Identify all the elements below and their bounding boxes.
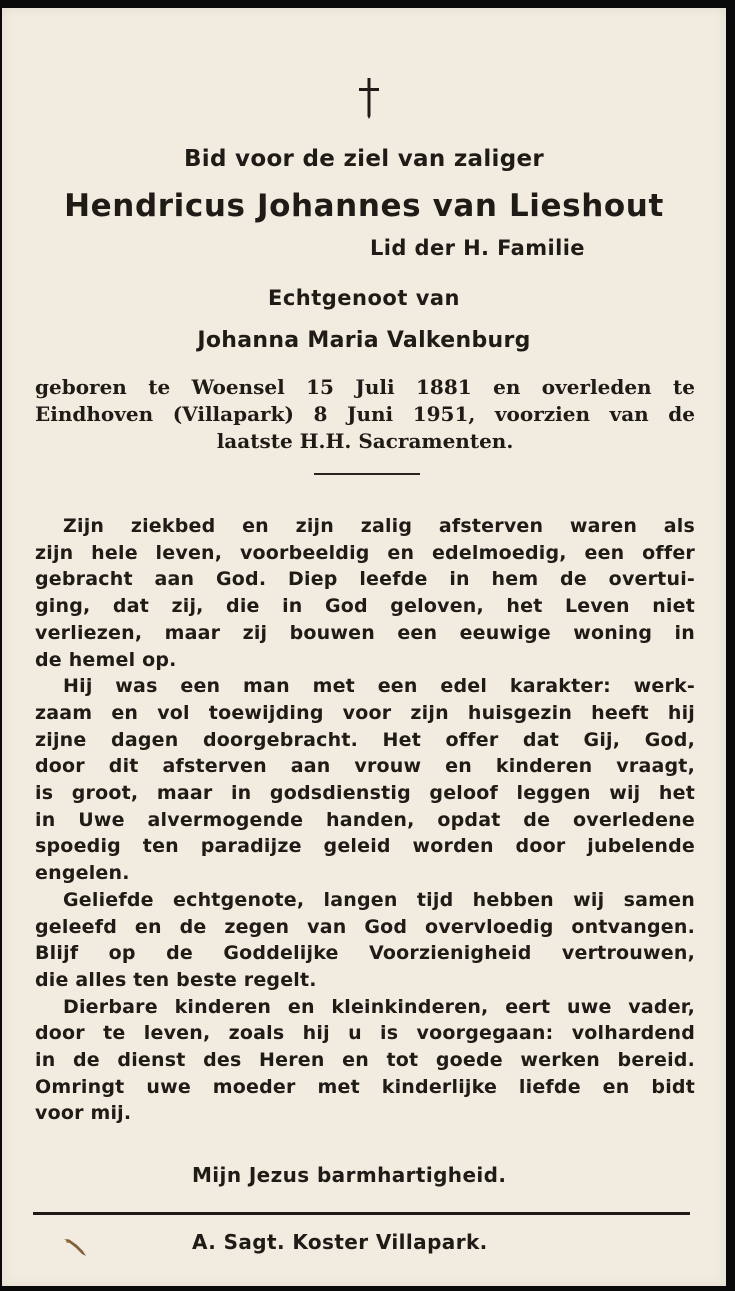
membership: Lid der H. Familie bbox=[370, 236, 585, 260]
text-line: Hij was een man met een edel karakter: werk- bbox=[63, 675, 695, 698]
text-line: zaam en vol toewijding voor zijn huisgezin heeft hij bbox=[35, 701, 695, 724]
text-line: in Uwe alvermogende handen, opdat de overledene bbox=[35, 808, 695, 831]
text-line: zijne dagen doorgebracht. Het offer dat Gij, God, bbox=[35, 728, 695, 751]
biography-line: Eindhoven (Villapark) 8 Juni 1951, voorzien van de bbox=[35, 402, 695, 426]
divider bbox=[314, 473, 420, 475]
text-line: die alles ten beste regelt. bbox=[35, 968, 317, 991]
printer-credit: A. Sagt. Koster Villapark. bbox=[192, 1230, 488, 1254]
biography-line: laatste H.H. Sacramenten. bbox=[216, 429, 514, 453]
closing-prayer: Mijn Jezus barmhartigheid. bbox=[192, 1163, 507, 1187]
text-line: in de dienst des Heren en tot goede werken bereid. bbox=[35, 1049, 695, 1072]
text-line: gebracht aan God. Diep leefde in hem de overtui- bbox=[35, 568, 695, 591]
text-line: Blijf op de Goddelijke Voorzienigheid vertrouwen, bbox=[35, 942, 695, 965]
text-line: verliezen, maar zij bouwen een eeuwige woning in bbox=[35, 621, 695, 644]
text-line: de hemel op. bbox=[35, 648, 177, 671]
text-line: ging, dat zij, die in God geloven, het Leven niet bbox=[35, 595, 695, 618]
text-line: is groot, maar in godsdienstig geloof leggen wij het bbox=[35, 782, 695, 805]
text-line: door te leven, zoals hij u is voorgegaan: volhardend bbox=[35, 1022, 695, 1045]
text-line: Geliefde echtgenote, langen tijd hebben wij samen bbox=[63, 888, 695, 911]
footer-divider bbox=[33, 1212, 690, 1215]
spouse-intro: Echtgenoot van bbox=[267, 286, 461, 310]
text-line: zijn hele leven, voorbeeldig en edelmoedig, een offer bbox=[35, 541, 695, 564]
text-line: Dierbare kinderen en kleinkinderen, eert uwe vader, bbox=[63, 995, 695, 1018]
text-line: spoedig ten paradijze geleid worden door jubelende bbox=[35, 835, 695, 858]
prayer-request: Bid voor de ziel van zaliger bbox=[183, 146, 545, 172]
text-line: door dit afsterven aan vrouw en kinderen vraagt, bbox=[35, 755, 695, 778]
text-line: geleefd en de zegen van God overvloedig ontvangen. bbox=[35, 915, 695, 938]
text-line: Zijn ziekbed en zijn zalig afsterven waren als bbox=[63, 515, 695, 537]
ink-blot bbox=[62, 1236, 90, 1258]
memorial-text bbox=[35, 513, 695, 1127]
cross-icon bbox=[354, 76, 384, 120]
deceased-name: Hendricus Johannes van Lieshout bbox=[64, 188, 664, 224]
text-line: voor mij. bbox=[35, 1102, 132, 1125]
biography bbox=[35, 374, 695, 455]
text-line: engelen. bbox=[35, 862, 130, 885]
memorial-card bbox=[2, 8, 726, 1286]
biography-line: geboren te Woensel 15 Juli 1881 en overleden te bbox=[35, 375, 695, 399]
text-line: Omringt uwe moeder met kinderlijke liefde en bidt bbox=[35, 1075, 695, 1098]
spouse-name: Johanna Maria Valkenburg bbox=[197, 328, 531, 353]
